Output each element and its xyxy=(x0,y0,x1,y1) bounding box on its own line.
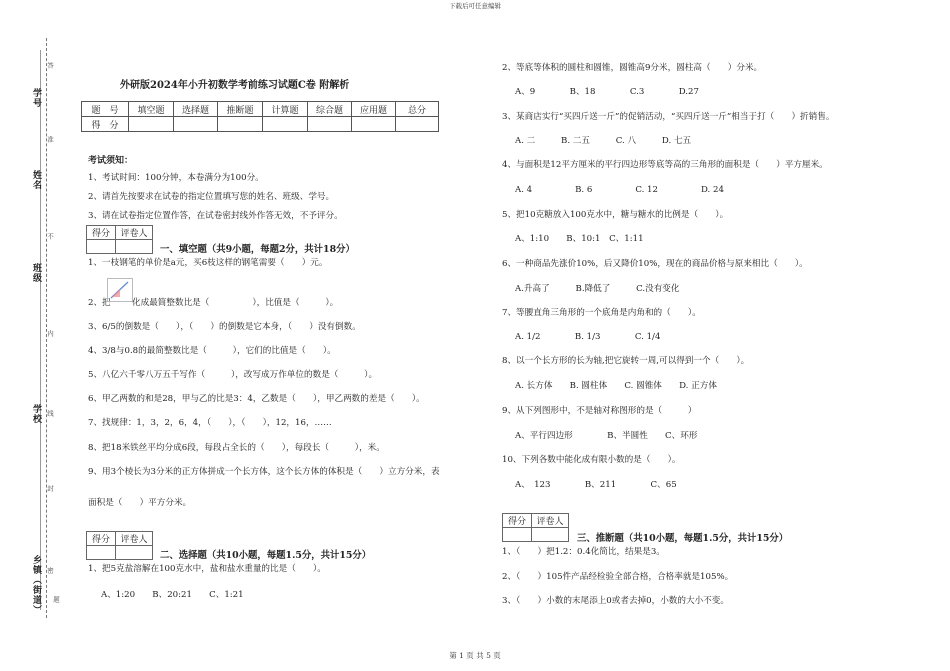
s1-question-7: 7、找规律：1，3，2，6，4，（ ），（ ），12，16，…… xyxy=(88,418,332,428)
notice-item: 2、请首先按要求在试卷的指定位置填写您的姓名、班级、学号。 xyxy=(88,192,335,202)
exam-title: 外研版2024年小升初数学考前练习试题C卷 附解析 xyxy=(120,80,350,91)
cut-mark-1: 答 xyxy=(46,62,54,69)
s2-question-5-options: A、1:10 B、10:1 C、1:11 xyxy=(515,234,644,244)
grader-score-label: 得分 xyxy=(87,532,116,546)
cut-mark-4: 内 xyxy=(46,330,54,337)
grader-score-cell[interactable] xyxy=(503,528,532,542)
section-2-title: 二、选择题（共10小题，每题1.5分，共计15分） xyxy=(160,550,372,561)
s2-question-4-options: A. 4 B. 6 C. 12 D. 24 xyxy=(515,185,724,195)
score-cell[interactable] xyxy=(218,117,263,132)
grader-box-1 xyxy=(86,225,153,254)
score-cell[interactable] xyxy=(129,117,174,132)
grader-score-label: 得分 xyxy=(503,514,532,528)
s1-question-9: 9、用3个棱长为3分米的正方体拼成一个长方体，这个长方体的体积是（ ）立方分米，表 xyxy=(88,467,440,477)
s2-question-1-options: A、1:20 B、20:21 C、1:21 xyxy=(101,590,244,600)
score-cell[interactable] xyxy=(174,117,218,132)
binding-rule xyxy=(40,50,41,610)
grader-box-2 xyxy=(86,531,153,560)
s2-question-7-options: A. 1/2 B. 1/3 C. 1/4 xyxy=(515,332,661,342)
cut-mark-7: 密 xyxy=(46,567,54,574)
cut-mark-2: 准 xyxy=(46,136,54,143)
s2-question-6-options: A.升高了 B.降低了 C.没有变化 xyxy=(515,284,680,294)
s2-question-3-options: A. 二 B. 二五 C. 八 D. 七五 xyxy=(515,136,692,146)
s2-question-9: 9、从下列图形中，不是轴对称图形的是（ ） xyxy=(502,406,697,416)
score-header-cell: 总分 xyxy=(396,102,439,117)
notice-heading: 考试须知： xyxy=(88,156,134,166)
s1-question-8: 8、把18米铁丝平均分成6段，每段占全长的（ ），每段长（ ），米。 xyxy=(88,443,385,453)
label-student-number: 学号 xyxy=(31,88,41,108)
score-table-score-row xyxy=(82,117,439,132)
grader-person-cell[interactable] xyxy=(116,240,153,254)
s2-question-8-options: A. 长方体 B. 圆柱体 C. 圆锥体 D. 正方体 xyxy=(515,381,717,391)
s1-question-3: 3、6/5的倒数是（ ），（ ）的倒数是它本身，（ ）没有倒数。 xyxy=(88,322,361,332)
s2-question-5: 5、把10克糖放入100克水中，糖与糖水的比例是（ ）。 xyxy=(502,210,729,220)
label-name: 姓名 xyxy=(31,170,41,190)
fraction-image xyxy=(107,278,133,302)
s1-question-2-rest: 化成最简整数比是（ ），比值是（ ）。 xyxy=(132,298,339,308)
grader-score-label: 得分 xyxy=(87,226,116,240)
s2-question-10: 10、下列各数中能化成有限小数的是（ ）。 xyxy=(502,455,681,465)
grader-score-cell[interactable] xyxy=(87,240,116,254)
grader-person-cell[interactable] xyxy=(116,546,153,560)
section-1-title: 一、填空题（共9小题，每题2分，共计18分） xyxy=(160,244,355,255)
s2-question-2-options: A、9 B、18 C.3 D.27 xyxy=(515,87,699,97)
grader-score-cell[interactable] xyxy=(87,546,116,560)
label-class: 班级 xyxy=(31,263,41,283)
score-table xyxy=(81,101,439,132)
s3-question-3: 3、（ ）小数的末尾添上0或者去掉0，小数的大小不变。 xyxy=(502,596,729,606)
score-header-cell: 推断题 xyxy=(218,102,263,117)
score-cell[interactable] xyxy=(352,117,396,132)
s1-question-9-cont: 面积是（ ）平方分米。 xyxy=(88,498,192,508)
score-cell[interactable] xyxy=(396,117,439,132)
s1-question-1: 1、一枝钢笔的单价是a元，买6枝这样的钢笔需要（ ）元。 xyxy=(88,258,328,268)
binding-dashed-line xyxy=(46,38,47,618)
s3-question-1: 1、（ ）把1.2：0.4化简比，结果是3。 xyxy=(502,547,665,557)
fraction-icon xyxy=(108,279,132,301)
section-3-title: 三、推断题（共10小题，每题1.5分，共计15分） xyxy=(577,533,789,544)
s2-question-6: 6、一种商品先涨价10%，后又降价10%，现在的商品价格与原来相比（ ）。 xyxy=(502,259,808,269)
cut-mark-3: 不 xyxy=(46,233,54,240)
cut-mark-8: 题 xyxy=(52,596,60,603)
header-note: 下载后可任意编辑 xyxy=(449,2,501,10)
grader-person-label: 评卷人 xyxy=(116,532,153,546)
s2-question-3: 3、某商店实行“买四斤送一斤”的促销活动，“买四斤送一斤”相当于打（ ）折销售。 xyxy=(502,112,835,122)
score-header-cell: 应用题 xyxy=(352,102,396,117)
s2-question-10-options: A、 123 B、211 C、65 xyxy=(515,480,677,490)
grader-person-cell[interactable] xyxy=(532,528,569,542)
grader-person-label: 评卷人 xyxy=(532,514,569,528)
score-table-header-row xyxy=(82,102,439,117)
s2-question-7: 7、等腰直角三角形的一个底角是内角和的（ ）。 xyxy=(502,308,701,318)
score-cell[interactable] xyxy=(263,117,308,132)
s2-question-2: 2、等底等体积的圆柱和圆锥，圆锥高9分米，圆柱高（ ）分米。 xyxy=(502,63,763,73)
notice-item: 3、请在试卷指定位置作答，在试卷密封线外作答无效，不予评分。 xyxy=(88,211,343,221)
score-header-cell: 题 号 xyxy=(82,102,129,117)
score-header-cell: 选择题 xyxy=(174,102,218,117)
s2-question-4: 4、与面积是12平方厘米的平行四边形等底等高的三角形的面积是（ ）平方厘米。 xyxy=(502,160,828,170)
s1-question-6: 6、甲乙两数的和是28，甲与乙的比是3：4，乙数是（ ），甲乙两数的差是（ ）。 xyxy=(88,394,425,404)
s2-question-8: 8、以一个长方形的长为轴,把它旋转一周,可以得到一个（ ）。 xyxy=(502,356,750,366)
s1-question-2-prefix: 2、把 xyxy=(88,298,111,308)
label-school: 学校 xyxy=(31,404,41,424)
score-cell[interactable] xyxy=(308,117,352,132)
s2-question-1: 1、把5克盐溶解在100克水中，盐和盐水重量的比是（ ）。 xyxy=(88,564,326,574)
s1-question-4: 4、3/8与0.8的最简整数比是（ ），它们的比值是（ ）。 xyxy=(88,346,336,356)
label-town: 乡镇（街道） xyxy=(31,555,41,615)
cut-mark-6: 封 xyxy=(46,485,54,492)
score-header-cell: 计算题 xyxy=(263,102,308,117)
score-header-cell: 填空题 xyxy=(129,102,174,117)
grader-person-label: 评卷人 xyxy=(116,226,153,240)
score-row-label: 得 分 xyxy=(82,117,129,132)
s2-question-9-options: A、平行四边形 B、半圆性 C、环形 xyxy=(515,431,698,441)
s3-question-2: 2、（ ）105件产品经检验全部合格，合格率就是105%。 xyxy=(502,572,734,582)
s1-question-5: 5、八亿六千零八万五千写作（ ），改写成万作单位的数是（ ）。 xyxy=(88,370,378,380)
grader-box-3 xyxy=(502,513,569,542)
score-header-cell: 综合题 xyxy=(308,102,352,117)
cut-mark-5: 线 xyxy=(46,410,54,417)
page-footer: 第 1 页 共 5 页 xyxy=(449,651,501,660)
notice-item: 1、考试时间：100分钟，本卷满分为100分。 xyxy=(88,173,264,183)
